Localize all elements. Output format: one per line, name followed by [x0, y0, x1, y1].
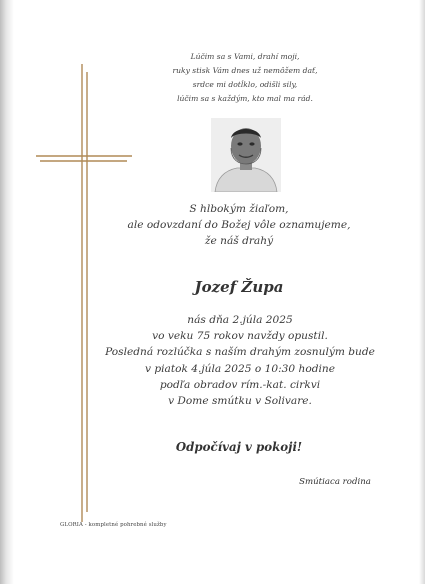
poem-line: Lúčim sa s Vami, drahí moji, [190, 52, 300, 61]
deceased-name: Jozef Župa [194, 278, 284, 296]
rest-in-peace: Odpočívaj v pokoji! [175, 440, 303, 454]
intro-line: ale odovzdaní do Božej vôle oznamujeme, [127, 219, 351, 231]
announcement-intro [104, 201, 374, 249]
details-line: podľa obradov rím.-kat. cirkvi [159, 378, 321, 391]
poem-line: srdce mi dotĺklo, odišli sily, [192, 80, 298, 89]
details-line: vo veku 75 rokov navždy opustil. [152, 330, 328, 343]
funeral-details [90, 312, 390, 409]
details-line: v Dome smútku v Solivare. [168, 395, 312, 408]
mourning-family: Smútiaca rodina [299, 477, 371, 487]
farewell-poem [140, 50, 350, 106]
details-line: Posledná rozlúčka s naším drahým zosnulým bude [105, 346, 375, 359]
poem-line: ruky stisk Vám dnes už nemôžem dať, [172, 66, 318, 75]
details-line: v piatok 4.júla 2025 o 10:30 hodine [145, 362, 335, 375]
intro-line: S hlbokým žiaľom, [189, 203, 289, 215]
funeral-service-footer: GLORIA - kompletné pohrebné služby [60, 522, 167, 528]
details-line: nás dňa 2.júla 2025 [187, 314, 293, 326]
poem-line: lúčim sa s každým, kto mal ma rád. [177, 94, 313, 103]
intro-line: že náš drahý [204, 235, 274, 247]
portrait-photo [211, 118, 281, 192]
